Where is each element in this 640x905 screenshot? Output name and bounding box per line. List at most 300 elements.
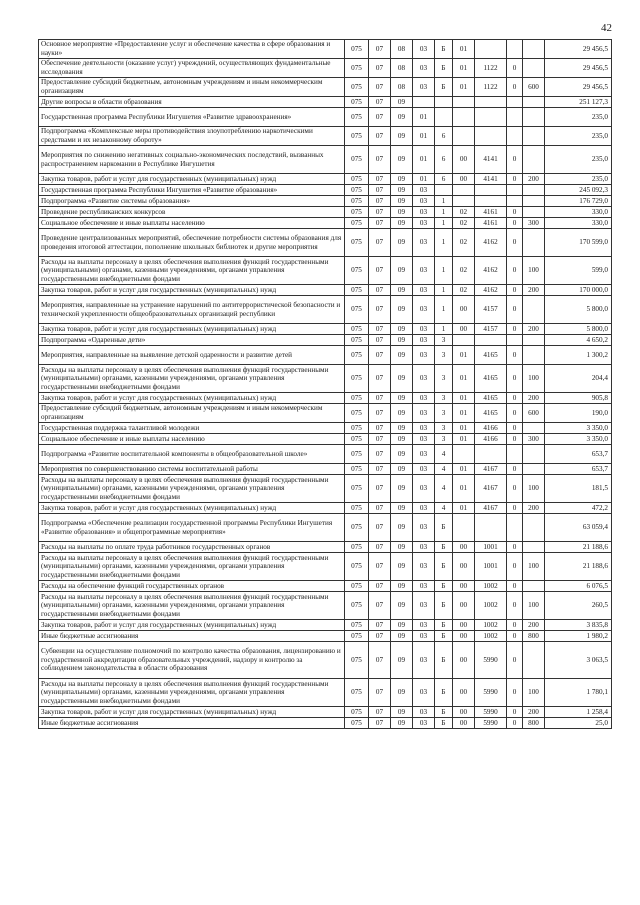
table-row: [39, 718, 612, 729]
cell-p1: 03: [413, 285, 435, 296]
cell-vr: [523, 108, 545, 127]
page-number: 42: [601, 22, 612, 34]
cell-pr: 09: [391, 393, 413, 404]
cell-p4: 0: [507, 207, 523, 218]
cell-p3: 01: [453, 365, 475, 393]
cell-vr: 100: [523, 475, 545, 503]
cell-p4: 0: [507, 393, 523, 404]
cell-vr: [523, 464, 545, 475]
cell-vr: 200: [523, 174, 545, 185]
cell-gr: 075: [345, 542, 369, 553]
cell-cs: 4162: [475, 229, 507, 257]
cell-p1: 03: [413, 207, 435, 218]
cell-cs: 4166: [475, 423, 507, 434]
cell-name: Мероприятия, направленные на устранение нарушений по антитеррористической безопасности и технической укрепленности общеобразовательных организаций республики: [39, 296, 345, 324]
cell-p1: 01: [413, 146, 435, 174]
cell-sum: 6 076,5: [545, 581, 612, 592]
cell-p2: 1: [435, 257, 453, 285]
cell-p4: 0: [507, 174, 523, 185]
cell-p3: 00: [453, 553, 475, 581]
cell-p2: Б: [435, 553, 453, 581]
cell-cs: 5990: [475, 718, 507, 729]
cell-cs: 4141: [475, 174, 507, 185]
cell-p4: [507, 445, 523, 464]
cell-cs: 5990: [475, 707, 507, 718]
cell-sum: 653,7: [545, 445, 612, 464]
cell-p2: [435, 97, 453, 108]
cell-vr: 200: [523, 620, 545, 631]
cell-rz: 07: [369, 218, 391, 229]
table-row: [39, 218, 612, 229]
cell-pr: 08: [391, 78, 413, 97]
cell-p2: Б: [435, 679, 453, 707]
cell-p1: 03: [413, 185, 435, 196]
table-row: [39, 59, 612, 78]
cell-pr: 08: [391, 40, 413, 59]
cell-gr: 075: [345, 146, 369, 174]
cell-sum: 235,0: [545, 108, 612, 127]
cell-p3: [453, 196, 475, 207]
table-row: [39, 542, 612, 553]
table-row: [39, 464, 612, 475]
cell-name: Подпрограмма «Обеспечение реализации государственной программы Республики Ингушетия «Развитие образования» и общепрограммные мероприятия»: [39, 514, 345, 542]
cell-sum: 176 729,0: [545, 196, 612, 207]
cell-pr: 09: [391, 127, 413, 146]
cell-p3: 01: [453, 464, 475, 475]
cell-vr: 300: [523, 218, 545, 229]
cell-vr: 100: [523, 257, 545, 285]
cell-p3: 00: [453, 620, 475, 631]
cell-p3: 00: [453, 631, 475, 642]
cell-pr: 09: [391, 542, 413, 553]
cell-pr: 09: [391, 423, 413, 434]
cell-cs: 1122: [475, 59, 507, 78]
cell-p2: 1: [435, 285, 453, 296]
cell-rz: 07: [369, 285, 391, 296]
cell-name: Подпрограмма «Развитие воспитательной компоненты в общеобразовательной школе»: [39, 445, 345, 464]
cell-p1: 03: [413, 196, 435, 207]
cell-p1: 03: [413, 620, 435, 631]
cell-gr: 075: [345, 581, 369, 592]
cell-p3: 00: [453, 324, 475, 335]
cell-name: Государственная программа Республики Ингушетия «Развитие здравоохранения»: [39, 108, 345, 127]
cell-cs: 4161: [475, 207, 507, 218]
cell-gr: 075: [345, 207, 369, 218]
cell-p3: 02: [453, 285, 475, 296]
cell-p4: [507, 335, 523, 346]
cell-p2: 1: [435, 207, 453, 218]
cell-p2: Б: [435, 707, 453, 718]
cell-p4: 0: [507, 631, 523, 642]
cell-p4: 0: [507, 707, 523, 718]
cell-cs: 4165: [475, 365, 507, 393]
cell-pr: 09: [391, 196, 413, 207]
cell-sum: 204,4: [545, 365, 612, 393]
cell-p3: [453, 335, 475, 346]
cell-rz: 07: [369, 514, 391, 542]
cell-p1: 03: [413, 718, 435, 729]
cell-name: Расходы на обеспечение функций государственных органов: [39, 581, 345, 592]
cell-p3: 00: [453, 718, 475, 729]
cell-cs: 1001: [475, 553, 507, 581]
cell-vr: [523, 335, 545, 346]
cell-p4: 0: [507, 296, 523, 324]
cell-vr: 200: [523, 285, 545, 296]
cell-p4: 0: [507, 475, 523, 503]
cell-rz: 07: [369, 503, 391, 514]
cell-sum: 905,8: [545, 393, 612, 404]
cell-p2: 3: [435, 335, 453, 346]
cell-pr: 09: [391, 296, 413, 324]
cell-pr: 09: [391, 718, 413, 729]
cell-cs: 4167: [475, 464, 507, 475]
cell-cs: 4167: [475, 475, 507, 503]
cell-p4: 0: [507, 218, 523, 229]
cell-sum: 599,0: [545, 257, 612, 285]
cell-rz: 07: [369, 553, 391, 581]
cell-p1: 03: [413, 324, 435, 335]
cell-p3: 00: [453, 581, 475, 592]
cell-gr: 075: [345, 464, 369, 475]
cell-gr: 075: [345, 127, 369, 146]
cell-cs: [475, 127, 507, 146]
cell-gr: 075: [345, 229, 369, 257]
cell-p1: 03: [413, 679, 435, 707]
cell-p1: 03: [413, 423, 435, 434]
cell-p3: 01: [453, 423, 475, 434]
cell-p1: 03: [413, 503, 435, 514]
cell-cs: 4162: [475, 285, 507, 296]
cell-cs: 4165: [475, 393, 507, 404]
cell-p4: 0: [507, 503, 523, 514]
table-row: [39, 196, 612, 207]
cell-gr: 075: [345, 196, 369, 207]
cell-gr: 075: [345, 393, 369, 404]
cell-p2: 4: [435, 445, 453, 464]
cell-gr: 075: [345, 707, 369, 718]
cell-p2: 4: [435, 464, 453, 475]
cell-sum: 29 456,5: [545, 78, 612, 97]
cell-sum: 25,0: [545, 718, 612, 729]
cell-p4: 0: [507, 423, 523, 434]
cell-vr: [523, 581, 545, 592]
cell-rz: 07: [369, 631, 391, 642]
cell-name: Подпрограмма «Развитие системы образования»: [39, 196, 345, 207]
cell-vr: [523, 59, 545, 78]
cell-p3: 00: [453, 296, 475, 324]
cell-pr: 09: [391, 464, 413, 475]
cell-pr: 08: [391, 59, 413, 78]
table-row: [39, 642, 612, 679]
cell-pr: 09: [391, 285, 413, 296]
cell-gr: 075: [345, 285, 369, 296]
cell-p4: 0: [507, 434, 523, 445]
cell-p3: 01: [453, 346, 475, 365]
cell-rz: 07: [369, 185, 391, 196]
cell-name: Закупка товаров, работ и услуг для государственных (муниципальных) нужд: [39, 324, 345, 335]
cell-pr: 09: [391, 207, 413, 218]
table-row: [39, 146, 612, 174]
table-row: [39, 40, 612, 59]
cell-name: Обеспечение деятельности (оказание услуг) учреждений, осуществляющих фундаментальные исследования: [39, 59, 345, 78]
cell-rz: 07: [369, 324, 391, 335]
table-row: [39, 423, 612, 434]
cell-gr: 075: [345, 185, 369, 196]
cell-gr: 075: [345, 365, 369, 393]
cell-p1: 03: [413, 542, 435, 553]
cell-p4: 0: [507, 59, 523, 78]
cell-pr: 09: [391, 218, 413, 229]
table-row: [39, 365, 612, 393]
cell-rz: 07: [369, 229, 391, 257]
cell-name: Закупка товаров, работ и услуг для государственных (муниципальных) нужд: [39, 620, 345, 631]
cell-p1: 03: [413, 393, 435, 404]
cell-pr: 09: [391, 503, 413, 514]
cell-sum: 4 650,2: [545, 335, 612, 346]
cell-vr: [523, 146, 545, 174]
cell-cs: [475, 445, 507, 464]
cell-p1: 03: [413, 642, 435, 679]
cell-vr: 600: [523, 404, 545, 423]
cell-cs: [475, 97, 507, 108]
cell-sum: 1 258,4: [545, 707, 612, 718]
cell-rz: 07: [369, 346, 391, 365]
cell-gr: 075: [345, 434, 369, 445]
cell-p4: 0: [507, 404, 523, 423]
cell-p4: 0: [507, 78, 523, 97]
cell-rz: 07: [369, 257, 391, 285]
cell-vr: [523, 97, 545, 108]
cell-pr: 09: [391, 97, 413, 108]
cell-p2: 4: [435, 475, 453, 503]
budget-table: [38, 39, 612, 729]
cell-p3: 01: [453, 393, 475, 404]
table-row: [39, 553, 612, 581]
cell-sum: 653,7: [545, 464, 612, 475]
cell-p2: [435, 185, 453, 196]
cell-name: Расходы на выплаты персоналу в целях обеспечения выполнения функций государственными (муниципальными) органами, казенными учреждениями, органами управления государственными внебюджетными фондами: [39, 553, 345, 581]
cell-p4: 0: [507, 257, 523, 285]
cell-p2: [435, 108, 453, 127]
cell-p2: 1: [435, 196, 453, 207]
cell-cs: [475, 185, 507, 196]
cell-vr: 200: [523, 503, 545, 514]
cell-cs: 5990: [475, 642, 507, 679]
cell-sum: 1 300,2: [545, 346, 612, 365]
cell-name: Мероприятия по совершенствованию системы воспитательной работы: [39, 464, 345, 475]
table-row: [39, 296, 612, 324]
cell-gr: 075: [345, 642, 369, 679]
cell-p4: 0: [507, 146, 523, 174]
cell-p2: 1: [435, 324, 453, 335]
cell-p3: 01: [453, 434, 475, 445]
cell-pr: 09: [391, 335, 413, 346]
cell-p3: 01: [453, 503, 475, 514]
cell-vr: 200: [523, 324, 545, 335]
cell-vr: 600: [523, 78, 545, 97]
cell-name: Закупка товаров, работ и услуг для государственных (муниципальных) нужд: [39, 707, 345, 718]
table-row: [39, 335, 612, 346]
cell-sum: 1 980,2: [545, 631, 612, 642]
cell-sum: 170 000,0: [545, 285, 612, 296]
cell-p2: Б: [435, 542, 453, 553]
cell-p4: 0: [507, 718, 523, 729]
cell-p3: [453, 127, 475, 146]
cell-pr: 09: [391, 365, 413, 393]
cell-rz: 07: [369, 146, 391, 174]
cell-gr: 075: [345, 475, 369, 503]
cell-name: Расходы на выплаты персоналу в целях обеспечения выполнения функций государственными (муниципальными) органами, казенными учреждениями, органами управления государственными внебюджетными фондами: [39, 475, 345, 503]
cell-pr: 09: [391, 404, 413, 423]
table-row: [39, 185, 612, 196]
cell-sum: 235,0: [545, 127, 612, 146]
cell-p2: 3: [435, 404, 453, 423]
cell-vr: 300: [523, 434, 545, 445]
cell-pr: 09: [391, 475, 413, 503]
cell-name: Закупка товаров, работ и услуг для государственных (муниципальных) нужд: [39, 393, 345, 404]
cell-p4: 0: [507, 324, 523, 335]
cell-p2: Б: [435, 59, 453, 78]
cell-p1: 03: [413, 404, 435, 423]
cell-gr: 075: [345, 423, 369, 434]
cell-p4: 0: [507, 581, 523, 592]
cell-rz: 07: [369, 174, 391, 185]
cell-name: Расходы на выплаты по оплате труда работников государственных органов: [39, 542, 345, 553]
cell-gr: 075: [345, 679, 369, 707]
cell-name: Основное мероприятие «Предоставление услуг и обеспечение качества в сфере образования и науки»: [39, 40, 345, 59]
cell-sum: 1 780,1: [545, 679, 612, 707]
cell-cs: 4165: [475, 346, 507, 365]
cell-name: Иные бюджетные ассигнования: [39, 631, 345, 642]
cell-vr: [523, 296, 545, 324]
cell-sum: 235,0: [545, 146, 612, 174]
cell-pr: 09: [391, 229, 413, 257]
cell-pr: 09: [391, 257, 413, 285]
cell-p1: 03: [413, 40, 435, 59]
cell-p4: 0: [507, 620, 523, 631]
cell-p3: 01: [453, 404, 475, 423]
cell-p1: 03: [413, 631, 435, 642]
cell-rz: 07: [369, 581, 391, 592]
cell-sum: 245 092,3: [545, 185, 612, 196]
cell-gr: 075: [345, 78, 369, 97]
table-row: [39, 514, 612, 542]
cell-rz: 07: [369, 542, 391, 553]
cell-gr: 075: [345, 97, 369, 108]
table-row: [39, 207, 612, 218]
cell-p2: 4: [435, 503, 453, 514]
cell-cs: 4157: [475, 296, 507, 324]
cell-pr: 09: [391, 642, 413, 679]
table-row: [39, 229, 612, 257]
cell-name: Подпрограмма «Комплексные меры противодействия злоупотреблению наркотическими средствами и их незаконному обороту»: [39, 127, 345, 146]
cell-gr: 075: [345, 174, 369, 185]
cell-name: Государственная программа Республики Ингушетия «Развитие образования»: [39, 185, 345, 196]
cell-p3: 00: [453, 642, 475, 679]
cell-pr: 09: [391, 146, 413, 174]
cell-p2: Б: [435, 642, 453, 679]
table-row: [39, 346, 612, 365]
cell-sum: 330,0: [545, 218, 612, 229]
cell-cs: 4161: [475, 218, 507, 229]
cell-p1: 03: [413, 434, 435, 445]
cell-gr: 075: [345, 718, 369, 729]
cell-p3: 00: [453, 146, 475, 174]
cell-cs: 1002: [475, 620, 507, 631]
cell-pr: 09: [391, 346, 413, 365]
cell-rz: 07: [369, 97, 391, 108]
cell-p1: 03: [413, 257, 435, 285]
cell-sum: 29 456,5: [545, 40, 612, 59]
cell-p1: 03: [413, 229, 435, 257]
cell-rz: 07: [369, 434, 391, 445]
cell-vr: [523, 423, 545, 434]
cell-vr: 200: [523, 393, 545, 404]
cell-p2: 3: [435, 346, 453, 365]
cell-sum: 5 800,0: [545, 296, 612, 324]
cell-sum: 181,5: [545, 475, 612, 503]
cell-gr: 075: [345, 631, 369, 642]
cell-p3: 02: [453, 218, 475, 229]
cell-cs: 1002: [475, 631, 507, 642]
cell-vr: 100: [523, 592, 545, 620]
cell-pr: 09: [391, 445, 413, 464]
cell-rz: 07: [369, 679, 391, 707]
cell-name: Подпрограмма «Одаренные дети»: [39, 335, 345, 346]
cell-p1: 01: [413, 108, 435, 127]
table-row: [39, 108, 612, 127]
cell-gr: 075: [345, 296, 369, 324]
table-row: [39, 127, 612, 146]
cell-p3: [453, 514, 475, 542]
cell-p2: 1: [435, 229, 453, 257]
cell-p4: [507, 40, 523, 59]
cell-vr: [523, 185, 545, 196]
cell-sum: 170 599,0: [545, 229, 612, 257]
cell-p1: 01: [413, 127, 435, 146]
cell-vr: [523, 229, 545, 257]
cell-sum: 330,0: [545, 207, 612, 218]
table-row: [39, 393, 612, 404]
cell-name: Проведение республиканских конкурсов: [39, 207, 345, 218]
cell-p1: 03: [413, 335, 435, 346]
cell-vr: [523, 207, 545, 218]
cell-name: Другие вопросы в области образования: [39, 97, 345, 108]
cell-p4: 0: [507, 365, 523, 393]
table-row: [39, 445, 612, 464]
cell-pr: 09: [391, 514, 413, 542]
cell-p2: Б: [435, 514, 453, 542]
cell-rz: 07: [369, 296, 391, 324]
cell-p2: 6: [435, 146, 453, 174]
cell-rz: 07: [369, 592, 391, 620]
cell-p1: 03: [413, 218, 435, 229]
cell-sum: 251 127,3: [545, 97, 612, 108]
cell-rz: 07: [369, 707, 391, 718]
cell-p3: 00: [453, 174, 475, 185]
cell-p2: Б: [435, 592, 453, 620]
cell-rz: 07: [369, 445, 391, 464]
cell-p3: 01: [453, 475, 475, 503]
cell-p4: 0: [507, 285, 523, 296]
cell-p3: 02: [453, 207, 475, 218]
cell-gr: 075: [345, 218, 369, 229]
cell-vr: 800: [523, 631, 545, 642]
cell-cs: [475, 514, 507, 542]
cell-p4: 0: [507, 679, 523, 707]
cell-pr: 09: [391, 108, 413, 127]
budget-table-body: [39, 40, 612, 729]
